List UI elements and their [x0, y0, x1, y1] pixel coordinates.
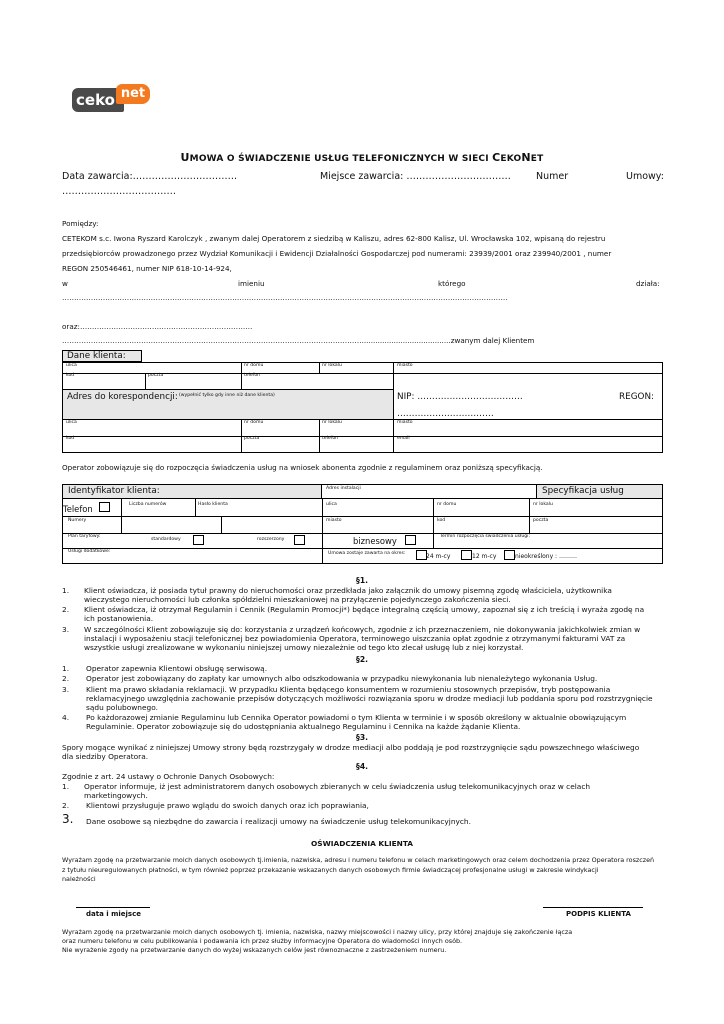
identyfikator-label: Identyfikator klienta:: [68, 486, 160, 496]
s3-text-2: dla siedziby Operatora.: [62, 752, 149, 762]
s4-item-1-text2: marketingowych.: [84, 791, 148, 801]
inst-kod-label: kod: [437, 518, 446, 523]
s1-item-3-text: W szczególności Klient zobowiązuje się do: korzystania z urządzeń końcowych, zgodnie z ich przeznaczeniem, nie dokonywania jakichkolwiek zmian w: [84, 625, 641, 634]
cekonet-logo: [72, 84, 152, 116]
oswiadczenie-1-line-2: z tytułu nieuregulowanych płatności, w tym również poprzez przekazanie wskazanych danych osobowych firmie świadczącej profesjonalne usługi w zakresie windykacji: [62, 865, 599, 874]
uslugi-dodatkowe-label: Usługi dodatkowe:: [68, 549, 111, 554]
client-ulica-label: ulica: [66, 363, 77, 368]
oswiadczenie-2-line-1: Wyrażam zgodę na przetwarzanie moich danych osobowych tj. imienia, nazwiska, nazwy miejscowości i nazwy ulicy, przy której znajduje się zakończenie łącza: [62, 928, 573, 936]
s2-item-2: Operator jest zobowiązany do zapłaty kar umownych albo odszkodowania w przypadku niewykonania lub nienależytego wykonania Usług.: [86, 674, 598, 683]
data-zawarcia[interactable]: Data zawarcia:……………………………: [62, 171, 238, 182]
oswiadczenie-2-line-3: Nie wyrażenie zgody na przetwarzanie danych do wyżej wskazanych celów jest równoznaczne z zastrzeżeniem numeru.: [62, 946, 447, 954]
dziala-dots[interactable]: ……………………………………………………………………………………………………………………………………………………………………: [62, 293, 508, 302]
s1-item-2: [84, 605, 662, 623]
nieokreslony-label: nieokreślony : ………: [515, 553, 577, 560]
inst-miasto-label: miasto: [326, 518, 342, 523]
m24-label: 24 m-cy: [426, 553, 451, 560]
s2-item-4-num: 4.: [62, 713, 70, 722]
miejsce-zawarcia[interactable]: Miejsce zawarcia: ……………………………: [320, 171, 511, 182]
kor-nr-lokalu-label: nr lokalu: [322, 420, 342, 425]
s1-item-2-text2: ich postanowienia.: [84, 614, 154, 624]
kor-row-2: [62, 436, 663, 453]
s1-item-3-num: 3.: [62, 625, 70, 634]
spec-row-2: [62, 516, 663, 534]
s1-item-2-num: 2.: [62, 605, 70, 614]
s1-item-3-text2: instalacji i wyposażeniu stacji telefonicznej bez powiadomienia Operatora, terminowego uiszczania opłat zgodnie z otrzymanymi fakturami VAT za: [84, 634, 626, 644]
s3-text: [62, 743, 662, 761]
numery-label: Numery: [68, 518, 87, 523]
s2-heading: §2.: [356, 655, 368, 664]
dane-klienta-label: Dane klienta:: [67, 351, 126, 361]
data-miejsce-label: data i miejsce: [86, 910, 141, 918]
dziala-label: działa:: [636, 279, 660, 288]
s4-item-1: [84, 782, 662, 800]
telefon-label: Telefon: [63, 504, 93, 514]
s2-item-3-num: 3.: [62, 685, 70, 694]
title-part-1: MOWA O ŚWIADCZENIE USŁUG TELEFONICZNYCH W SIECI: [189, 154, 493, 164]
biznesowy-label: biznesowy: [353, 536, 397, 546]
numer-label: Numer: [536, 171, 569, 182]
s4-intro: Zgodnie z art. 24 ustawy o Ochronie Danych Osobowych:: [62, 772, 275, 781]
inst-poczta-label: poczta: [533, 518, 549, 523]
kor-kod-label: kod: [66, 436, 75, 441]
inst-nr-domu-label: nr domu: [437, 502, 457, 507]
w-label: w: [62, 279, 68, 288]
operator-line-2: przedsiębiorców prowadzonego przez Wydział Komunikacji i Ewidencji Działalności Gospodarczej pod numerami: 23939/2001 oraz 239940/2001 , numer: [62, 249, 612, 258]
inst-ulica-label: ulica: [326, 502, 337, 507]
client-name-field[interactable]: ………………………………………………………………………………………………………………......................................zwanym dalej Klientem: [62, 336, 535, 345]
podpis-line[interactable]: [543, 907, 643, 908]
s2-item-3-text: Klient ma prawo składania reklamacji. W przypadku Klienta będącego konsumentem w rozumieniu stosownych przepisów, tryb postępowania: [86, 685, 611, 694]
title-part-2: EKO: [500, 154, 522, 164]
client-nr-lokalu-label: nr lokalu: [322, 363, 342, 368]
title-initial-2: C: [492, 151, 501, 164]
s4-item-3: Dane osobowe są niezbędne do zawarcia i realizacji umowy na świadczenie usług telekomunikacyjnych.: [86, 817, 471, 826]
liczba-numerow-label: Liczba numerów: [129, 502, 167, 507]
s3-text-1: Spory mogące wynikać z niniejszej Umowy strony będą rozstrzygały w drodze mediacji albo poddają je pod rozstrzygnięcie sądu powszechnego właściwego: [62, 743, 640, 752]
s1-item-3-text3: wszystkie usługi zrealizowane w wykonaniu niniejszej umowy niezależnie od tego kto zlecał usługę lub z niej korzystał.: [84, 643, 524, 653]
client-telefon-label: telefon: [244, 373, 261, 378]
m12-label: 12 m-cy: [472, 553, 497, 560]
numer-umowy-dots[interactable]: ………………………………: [62, 186, 176, 197]
adres-korespondencji-header: [62, 389, 394, 420]
oswiadczenie-1-line-3: należności: [62, 875, 96, 884]
s2-item-1-num: 1.: [62, 664, 70, 673]
oswiadczenie-1: [62, 856, 662, 885]
logo-net: net: [116, 84, 150, 104]
s4-item-1-num: 1.: [62, 782, 70, 791]
adres-korespondencji-label: Adres do korespondencji:: [67, 392, 178, 402]
spec-row-3: [62, 533, 663, 549]
oswiadczenia-heading: OŚWIADCZENIA KLIENTA: [310, 839, 414, 848]
kor-nr-domu-label: nr domu: [244, 420, 264, 425]
pomiedzy: Pomiędzy:: [62, 219, 99, 228]
s4-item-2-num: 2.: [62, 801, 70, 810]
s4-item-1-text: Operator informuje, iż jest administratorem danych osobowych zbieranych w celu świadczenia usług telekomunikacyjnych oraz w celach: [84, 782, 591, 791]
specyfikacja-label: Specyfikacja usług: [542, 486, 624, 496]
title-initial-3: N: [521, 151, 531, 164]
rozszerzony-checkbox[interactable]: [294, 535, 305, 545]
s1-item-1: [84, 586, 662, 604]
nieokreslony-checkbox[interactable]: [504, 550, 515, 560]
title-part-3: ET: [530, 154, 544, 164]
regon-label: REGON:: [619, 392, 654, 402]
dane-klienta-header: [62, 350, 142, 362]
spec-row-4: [62, 548, 663, 564]
podpis-klienta-label: PODPIS KLIENTA: [566, 910, 631, 918]
biznesowy-checkbox[interactable]: [405, 535, 416, 545]
client-poczta-label: poczta: [148, 373, 164, 378]
umowy-label: Umowy:: [626, 171, 664, 182]
standardowy-checkbox[interactable]: [193, 535, 204, 545]
client-row-2: [62, 373, 394, 390]
operator-line-3: REGON 250546461, numer NIP 618-10-14-924,: [62, 264, 232, 273]
adres-korespondencji-note: (wypełnić tylko gdy inne niż dane klienta): [179, 393, 275, 398]
specyfikacja-header: [536, 484, 663, 499]
spec-row-1: [62, 498, 663, 517]
s2-item-2-num: 2.: [62, 674, 70, 683]
standardowy-label: standardowy: [151, 537, 181, 542]
telefon-checkbox[interactable]: [99, 502, 110, 512]
regon-field[interactable]: ……………………………: [397, 409, 494, 419]
s2-item-3-text2: reklamacyjnego uwzględnia zachowanie przepisów dotyczących możliwości rozwiązania sporu w drodze mediacji lub poddania sporu pod rozstrzygnięcie: [86, 694, 653, 704]
operator-sentence: Operator zobowiązuje się do rozpoczęcia świadczenia usług na wniosek abonenta zgodnie z regulaminem oraz poniższą specyfikacją.: [62, 463, 543, 472]
kor-row-1: [62, 419, 663, 437]
plan-taryfowy-label: Plan taryfowy:: [68, 534, 101, 539]
s2-item-4: [86, 713, 662, 731]
nip-field[interactable]: NIP: ………………………………: [397, 392, 523, 402]
imieniu-label: imieniu: [238, 279, 265, 288]
oswiadczenie-1-line-1: Wyrażam zgodę na przetwarzanie moich danych osobowych tj.imienia, nazwiska, adresu i numeru telefonu w celach marketingowych oraz celem dochodzenia przez Operatora roszczeń: [62, 856, 655, 864]
rozszerzony-label: rozszerzony: [257, 537, 285, 542]
oswiadczenie-2: [62, 928, 662, 955]
title-initial-1: U: [180, 151, 190, 164]
inst-nr-lokalu-label: nr lokalu: [533, 502, 553, 507]
oraz-field[interactable]: oraz:………………………………………………………………: [62, 322, 253, 331]
s1-item-2-text: Klient oświadcza, iż otrzymał Regulamin i Cennik (Regulamin Promocji*) będące integralną częścią umowy, zapoznał się z ich treścią i wyraża zgodę na: [84, 605, 645, 614]
adres-instalacji-box: [321, 484, 537, 499]
m12-checkbox[interactable]: [461, 550, 472, 560]
s4-heading: §4.: [356, 762, 368, 771]
nip-regon-box: [393, 373, 663, 420]
kor-miasto-label: miasto: [397, 420, 413, 425]
s4-item-3-num: 3.: [62, 812, 74, 826]
data-miejsce-line[interactable]: [76, 907, 150, 908]
kor-email-label: email: [397, 436, 410, 441]
s2-item-4-text: Po każdorazowej zmianie Regulaminu lub Cennika Operator powiadomi o tym Klienta w terminie i w sposób określony w aktualnie obowiązującym: [86, 713, 627, 722]
s4-item-2: Klientowi przysługuje prawo wglądu do swoich danych oraz ich poprawiania,: [86, 801, 369, 810]
s1-item-1-text2: wieczystego nieruchomości lub członka spółdzielni mieszkaniowej na przyłączenie pojedynczego zakończenia sieci.: [84, 595, 511, 605]
kor-telefon-label: telefon: [322, 436, 339, 441]
s1-item-1-num: 1.: [62, 586, 70, 595]
logo-ceko: ceko: [72, 88, 124, 112]
client-nr-domu-label: nr domu: [244, 363, 264, 368]
s1-item-3: [84, 625, 662, 653]
umowa-okres-label: Umowa zostaje zawarta na okres:: [328, 551, 406, 556]
s3-heading: §3.: [356, 733, 368, 742]
kor-poczta-label: poczta: [244, 436, 260, 441]
client-miasto-label: miasto: [397, 363, 413, 368]
haslo-label: Hasło klienta: [198, 502, 228, 507]
s2-item-3: [86, 685, 662, 713]
ktorego-label: którego: [438, 279, 466, 288]
s2-item-1: Operator zapewnia Klientowi obsługę serwisową.: [86, 664, 268, 673]
client-kod-label: kod: [66, 373, 75, 378]
s1-item-1-text: Klient oświadcza, iż posiada tytuł prawny do nieruchomości oraz przedkłada jako załącznik do umowy pisemną zgodę właściciela, użytkownika: [84, 586, 612, 595]
oswiadczenie-2-line-2: oraz numeru telefonu w celu publikowania i podawania ich przez służby informacyjne Operatora do wiadomości innych osób.: [62, 937, 463, 945]
operator-line-1: CETEKOM s.c. Iwona Ryszard Karolczyk , zwanym dalej Operatorem z siedzibą w Kaliszu, adres 62-800 Kalisz, Ul. Wrocławska 102, wpisaną do rejestru: [62, 234, 606, 243]
s1-heading: §1.: [356, 576, 368, 585]
s2-item-4-text2: Regulaminie. Operator zobowiązuje się do udostępniania aktualnego Regulaminu i Cennika na każde żądanie Klienta.: [86, 722, 521, 732]
document-title: [0, 151, 724, 164]
identyfikator-header: [62, 484, 322, 499]
kor-ulica-label: ulica: [66, 420, 77, 425]
s2-item-3-text3: sądu polubownego.: [86, 703, 158, 713]
termin-label: Termin rozpoczęcia świadczenia usługi:: [440, 534, 531, 539]
adres-instalacji-label: Adres instalacji: [326, 486, 361, 491]
